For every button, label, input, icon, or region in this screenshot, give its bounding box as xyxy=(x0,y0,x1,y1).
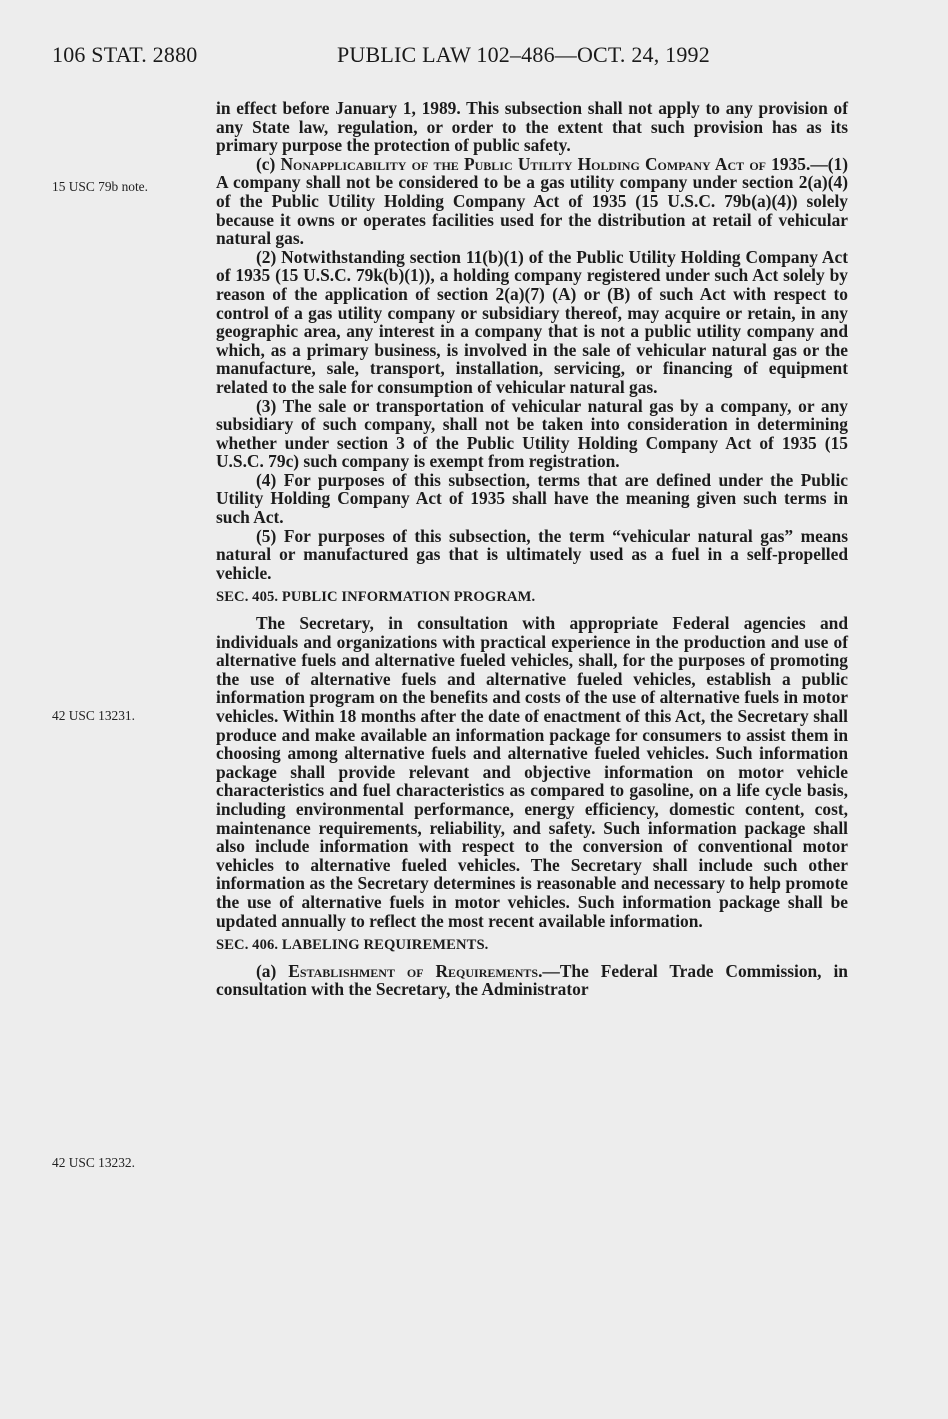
subsection-c-paragraph-2: (2) Notwithstanding section 11(b)(1) of the Public Utility Holding Company Act of 1935 (15 U.S.C. 79k(b)(1)), a holding company registered under such Act solely by reason of the application of section 2(a)(7) (A) or (B) of such Act with respect to control of a gas utility company or subsidiary thereof, may acquire or retain, in any geographic area, any interest in a company that is not a public utility company and which, as a primary business, is involved in the sale of vehicular natural gas or the manufacture, sale, transport, installation, servicing, or financing of equipment related to the sale for consumption of vehicular natural gas. xyxy=(216,246,848,397)
subsection-c-heading: Nonapplicability of the Public Utility Holding Company Act of 1935 xyxy=(280,153,806,174)
continuation-paragraph: in effect before January 1, 1989. This subsection shall not apply to any provision of any State law, regulation, or order to the extent that such provision has as its primary purpose the protection of public safety. xyxy=(216,98,848,156)
margin-note-42usc13232: 42 USC 13232. xyxy=(52,1155,135,1170)
margin-note-15usc79b: 15 USC 79b note. xyxy=(52,179,148,194)
section-406-heading: SEC. 406. LABELING REQUIREMENTS. xyxy=(216,937,489,954)
running-title: PUBLIC LAW 102–486—OCT. 24, 1992 xyxy=(337,42,710,67)
subsection-a-prefix: (a) xyxy=(256,960,289,981)
subsection-c-paragraph-3: (3) The sale or transportation of vehicular natural gas by a company, or any subsidiary of such company, shall not be taken into consideration in determining whether under section 3 of the Public Utility Holding Company Act of 1935 (15 U.S.C. 79c) such company is exempt from registration. xyxy=(216,395,848,472)
subsection-c-paragraph-4: (4) For purposes of this subsection, terms that are defined under the Public Utility Holding Company Act of 1935 shall have the meaning given such terms in such Act. xyxy=(216,469,848,528)
subsection-c1-text: .—(1) A company shall not be considered to be a gas utility company under section 2(a)(4) of the Public Utility Holding Company Act of 1935 (15 U.S.C. 79b(a)(4)) solely because it owns or operates facilities used for the distribution at retail of vehicular natural gas. xyxy=(216,153,848,249)
document-body xyxy=(216,99,848,999)
subsection-c-prefix: (c) xyxy=(256,153,281,174)
subsection-c-paragraph-1 xyxy=(216,155,848,248)
section-405-text: The Secretary, in consultation with appropriate Federal agencies and individuals and organizations with practical experience in the production and use of alternative fuels and alternative fueled vehicles, shall, for the purposes of promoting the use of alternative fuels and alternative fueled vehicles, establish a public information program on the benefits and costs of the use of alternative fuels in motor vehicles. Within 18 months after the date of enactment of this Act, the Secretary shall produce and make available an information package for consumers to assist them in choosing among alternative fuels and alternative fueled vehicles. Such information package shall provide relevant and objective information on motor vehicle characteristics and fuel characteristics as compared to gasoline, on a life cycle basis, including environmental performance, energy efficiency, domestic content, cost, maintenance requirements, reliability, and safety. Such information package shall also include information with respect to the conversion of conventional motor vehicles to alternative fueled vehicles. The Secretary shall include such other information as the Secretary determines is reasonable and necessary to help promote the use of alternative fuels in motor vehicles. Such information package shall be updated annually to reflect the most recent available information. xyxy=(216,613,848,931)
subsection-a-heading: Establishment of Requirements xyxy=(288,960,539,981)
subsection-a-paragraph xyxy=(216,962,848,999)
subsection-c-paragraph-5: (5) For purposes of this subsection, the term “vehicular natural gas” means natural or manufactured gas that is ultimately used as a fuel in a self-propelled vehicle. xyxy=(216,525,848,583)
page-reference: 106 STAT. 2880 xyxy=(52,42,198,67)
margin-note-42usc13231: 42 USC 13231. xyxy=(52,708,135,723)
subsection-a-text: .—The Federal Trade Commission, in consultation with the Secretary, the Administrator xyxy=(216,960,848,1000)
section-405-heading: SEC. 405. PUBLIC INFORMATION PROGRAM. xyxy=(216,589,536,606)
